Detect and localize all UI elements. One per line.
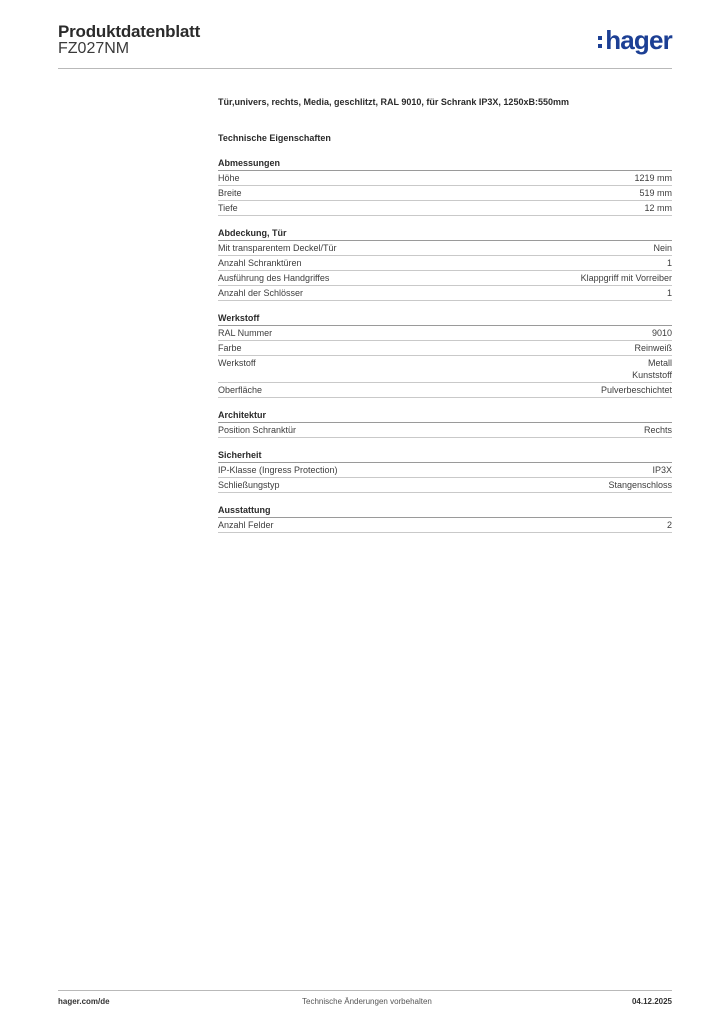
property-label: Farbe xyxy=(218,343,242,353)
property-row xyxy=(218,463,672,478)
property-section xyxy=(218,312,672,398)
product-code: FZ027NM xyxy=(58,40,130,57)
property-label: Schließungstyp xyxy=(218,480,280,490)
property-label: Position Schranktür xyxy=(218,425,297,435)
footer-website: hager.com/de xyxy=(58,997,110,1006)
property-value xyxy=(601,384,672,396)
property-row xyxy=(218,241,672,256)
property-row xyxy=(218,383,672,398)
property-value-line: Pulverbeschichtet xyxy=(600,385,672,395)
property-label: Breite xyxy=(218,188,242,198)
property-label: Anzahl Felder xyxy=(218,520,274,530)
property-value-line: Metall xyxy=(647,358,672,368)
property-section xyxy=(218,157,672,216)
property-value xyxy=(632,357,672,381)
property-value xyxy=(652,464,672,476)
property-row xyxy=(218,256,672,271)
property-section xyxy=(218,449,672,493)
property-row xyxy=(218,356,672,383)
property-row xyxy=(218,341,672,356)
property-value-line: 1 xyxy=(666,288,672,298)
property-label: IP-Klasse (Ingress Protection) xyxy=(218,465,338,475)
property-value-line: 2 xyxy=(666,520,672,530)
logo-text: hager xyxy=(605,25,672,55)
product-description: Tür,univers, rechts, Media, geschlitzt, RAL 9010, für Schrank IP3X, 1250xB:550mm xyxy=(218,97,569,107)
property-label: Anzahl der Schlösser xyxy=(218,288,304,298)
property-label: Tiefe xyxy=(218,203,238,213)
header-divider xyxy=(58,68,672,69)
property-sections xyxy=(218,157,672,533)
document-title: Produktdatenblatt xyxy=(58,22,201,41)
property-value xyxy=(667,287,672,299)
property-value-line: 1 xyxy=(666,258,672,268)
section-title: Sicherheit xyxy=(218,449,672,463)
property-row xyxy=(218,286,672,301)
footer-divider xyxy=(58,990,672,991)
footer-date: 04.12.2025 xyxy=(631,997,672,1006)
property-row xyxy=(218,186,672,201)
property-value xyxy=(653,242,672,254)
section-title: Ausstattung xyxy=(218,504,672,518)
property-section xyxy=(218,227,672,301)
property-row xyxy=(218,518,672,533)
property-label: Mit transparentem Deckel/Tür xyxy=(218,243,337,253)
section-title: Abmessungen xyxy=(218,157,672,171)
property-value xyxy=(644,424,672,436)
property-label: Ausführung des Handgriffes xyxy=(218,273,330,283)
property-value-line: Nein xyxy=(653,243,672,253)
properties-heading: Technische Eigenschaften xyxy=(218,133,331,143)
property-value xyxy=(652,327,672,339)
property-value-line: 9010 xyxy=(651,328,672,338)
property-value-line: 1219 mm xyxy=(634,173,672,183)
property-label: Werkstoff xyxy=(218,358,256,368)
property-value xyxy=(644,202,672,214)
property-value xyxy=(581,272,672,284)
property-row xyxy=(218,326,672,341)
property-value-line: Rechts xyxy=(643,425,672,435)
property-value xyxy=(634,172,672,184)
footer-notice: Technische Änderungen vorbehalten xyxy=(302,997,432,1006)
property-row xyxy=(218,423,672,438)
property-value xyxy=(667,519,672,531)
page-footer xyxy=(58,997,672,1011)
property-value xyxy=(634,342,672,354)
section-title: Werkstoff xyxy=(218,312,672,326)
property-section xyxy=(218,504,672,533)
property-label: RAL Nummer xyxy=(218,328,273,338)
property-row xyxy=(218,201,672,216)
property-row xyxy=(218,171,672,186)
property-value-line: Klappgriff mit Vorreiber xyxy=(580,273,672,283)
section-title: Architektur xyxy=(218,409,672,423)
property-value-line: Stangenschloss xyxy=(608,480,672,490)
property-value xyxy=(667,257,672,269)
property-label: Höhe xyxy=(218,173,240,183)
property-label: Oberfläche xyxy=(218,385,263,395)
property-row xyxy=(218,271,672,286)
logo-mark-icon xyxy=(598,36,602,48)
main-content xyxy=(218,96,672,533)
property-label: Anzahl Schranktüren xyxy=(218,258,302,268)
property-value-line: Reinweiß xyxy=(634,343,672,353)
property-section xyxy=(218,409,672,438)
hager-logo xyxy=(598,25,672,55)
property-row xyxy=(218,478,672,493)
section-title: Abdeckung, Tür xyxy=(218,227,672,241)
page-header xyxy=(58,18,672,70)
property-value-line: 519 mm xyxy=(639,188,672,198)
property-value xyxy=(639,187,672,199)
property-value-line: 12 mm xyxy=(644,203,672,213)
property-value-line: IP3X xyxy=(652,465,672,475)
property-value-line: Kunststoff xyxy=(632,370,672,380)
property-value xyxy=(608,479,672,491)
